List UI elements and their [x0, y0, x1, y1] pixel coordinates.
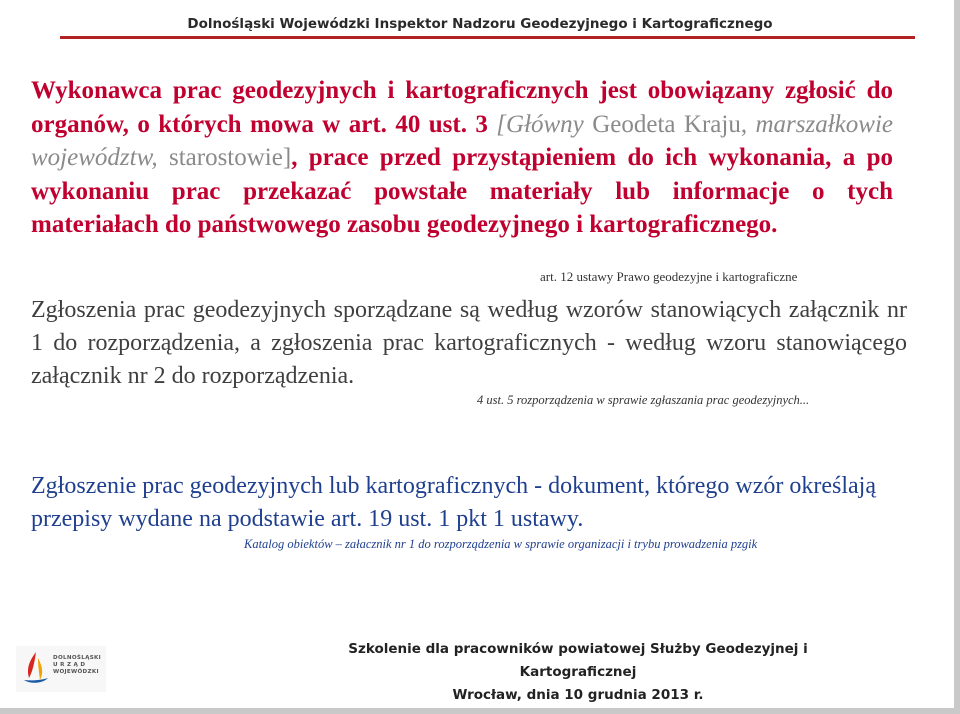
- footer-line1: Szkolenie dla pracowników powiatowej Służby Geodezyjnej i Kartograficznej: [348, 641, 808, 680]
- logo-text: [53, 655, 101, 676]
- source-catalog: Katalog obiektów – załacznik nr 1 do rozporządzenia w sprawie organizacji i trybu prowadzenia pzgik: [244, 537, 758, 551]
- logo-line2: U R Z Ą D: [53, 662, 86, 668]
- paragraph-obligation: [31, 74, 893, 242]
- header-divider: [60, 36, 915, 39]
- p1-part1: Wykonawca prac geodezyjnych i kartograficznych jest obowiązany zgłosić do organów, o których mowa w art. 40 ust. 3: [31, 77, 893, 138]
- header-title: Dolnośląski Wojewódzki Inspektor Nadzoru Geodezyjnego i Kartograficznego: [187, 16, 773, 32]
- footer: [290, 638, 866, 707]
- source-art12: art. 12 ustawy Prawo geodezyjne i kartograficzne: [540, 269, 798, 284]
- paragraph-definition: Zgłoszenie prac geodezyjnych lub kartograficznych - dokument, którego wzór określają przepisy wydane na podstawie art. 19 ust. 1 pkt 1 ustawy.: [31, 473, 877, 532]
- logo-emblem-icon: [20, 650, 52, 688]
- p1-part6: , prace przed przystąpieniem do ich wykonania, a po wykonaniu prac przekazać powstałe materiały lub informacje o tych materiałach do państwowego zasobu geodezyjnego i kartograficznego.: [31, 144, 894, 238]
- p1-part5: starostowie]: [168, 144, 292, 171]
- paragraph-templates: Zgłoszenia prac geodezyjnych sporządzane są według wzorów stanowiących załącznik nr 1 do rozporządzenia, a zgłoszenia prac kartograficznych - według wzoru stanowiącego załącznik nr 2 do rozporządzenia.: [31, 297, 907, 389]
- p1-part4: marszałkowie województw,: [31, 110, 893, 171]
- office-logo: [16, 646, 106, 692]
- logo-line1: DOLNOŚLĄSKI: [53, 655, 102, 661]
- p1-part3: Geodeta Kraju,: [592, 110, 756, 138]
- logo-line3: WOJEWÓDZKI: [53, 669, 99, 675]
- p1-part2: [Główny: [496, 110, 593, 138]
- footer-line2: Wrocław, dnia 10 grudnia 2013 r.: [452, 687, 704, 703]
- source-regulation: 4 ust. 5 rozporządzenia w sprawie zgłaszania prac geodezyjnych...: [477, 393, 810, 407]
